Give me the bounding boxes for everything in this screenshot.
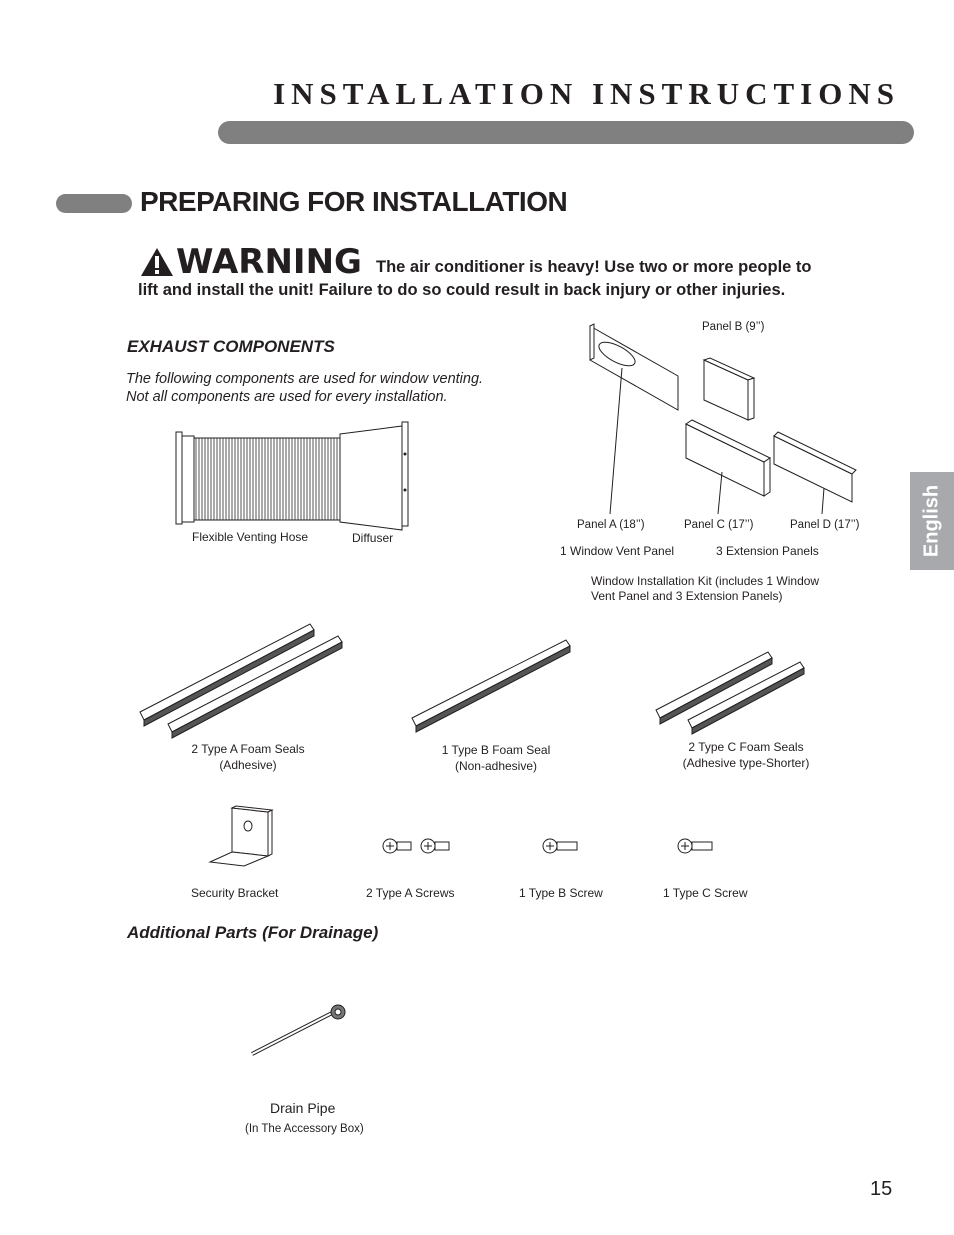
type-b-seal-line2: (Non-adhesive) xyxy=(454,759,538,773)
type-b-foam-seal-illustration xyxy=(408,638,578,738)
exhaust-desc-line2: Not all components are used for every installation. xyxy=(126,389,448,405)
language-tab-label: English xyxy=(920,484,943,558)
type-a-seals-line1: 2 Type A Foam Seals xyxy=(191,742,305,756)
warning-label xyxy=(140,242,362,282)
type-a-foam-seals-illustration xyxy=(136,618,346,738)
drain-pipe-note: (In The Accessory Box) xyxy=(245,1123,364,1135)
type-b-screw-label: 1 Type B Screw xyxy=(519,886,603,900)
security-bracket-illustration xyxy=(208,806,272,870)
language-tab xyxy=(910,472,954,570)
type-b-seal-label xyxy=(416,742,576,774)
type-c-seals-label xyxy=(666,739,826,771)
type-a-seals-label xyxy=(168,741,328,773)
section-title: PREPARING FOR INSTALLATION xyxy=(140,186,568,217)
panel-a-label: Panel A (18’’) xyxy=(577,519,645,531)
type-c-seals-line1: 2 Type C Foam Seals xyxy=(688,740,804,754)
drain-pipe-illustration xyxy=(248,1000,352,1060)
warning-text-line1: The air conditioner is heavy! Use two or more people to xyxy=(376,258,812,276)
vent-panel-label: 1 Window Vent Panel xyxy=(560,544,675,558)
hose-label: Flexible Venting Hose xyxy=(192,530,309,544)
venting-hose-illustration xyxy=(176,418,416,528)
type-a-screws-illustration xyxy=(382,836,454,856)
panel-c-label: Panel C (17’’) xyxy=(684,519,754,531)
extension-panels-label: 3 Extension Panels xyxy=(716,544,819,558)
type-c-seals-line2: (Adhesive type-Shorter) xyxy=(682,756,810,770)
exhaust-desc-line1: The following components are used for window venting. xyxy=(126,371,484,387)
page-header-title: INSTALLATION INSTRUCTIONS xyxy=(273,76,900,111)
type-c-screw-illustration xyxy=(677,836,717,856)
type-b-screw-illustration xyxy=(542,836,582,856)
bracket-label: Security Bracket xyxy=(191,886,279,900)
kit-label-line2: Vent Panel and 3 Extension Panels) xyxy=(591,589,783,603)
drain-pipe-label: Drain Pipe xyxy=(270,1100,336,1116)
drainage-heading: Additional Parts (For Drainage) xyxy=(127,923,379,942)
diffuser-label: Diffuser xyxy=(352,531,394,545)
section-pill xyxy=(56,194,132,213)
warning-word: WARNING xyxy=(176,242,362,282)
warning-text-line2: lift and install the unit! Failure to do so could result in back injury or other injuries. xyxy=(138,281,786,299)
window-panels-illustration xyxy=(560,318,870,518)
warning-triangle-icon xyxy=(140,247,174,277)
type-b-seal-line1: 1 Type B Foam Seal xyxy=(441,743,551,757)
panel-d-label: Panel D (17’’) xyxy=(790,519,860,531)
type-a-seals-line2: (Adhesive) xyxy=(219,758,277,772)
type-a-screws-label: 2 Type A Screws xyxy=(366,886,455,900)
header-bar xyxy=(218,121,914,144)
page-number: 15 xyxy=(870,1178,893,1200)
type-c-screw-label: 1 Type C Screw xyxy=(663,886,748,900)
kit-label-line1: Window Installation Kit (includes 1 Window xyxy=(591,574,820,588)
panel-b-label: Panel B (9’’) xyxy=(702,321,765,333)
type-c-foam-seals-illustration xyxy=(654,650,814,730)
exhaust-heading: EXHAUST COMPONENTS xyxy=(127,337,335,356)
